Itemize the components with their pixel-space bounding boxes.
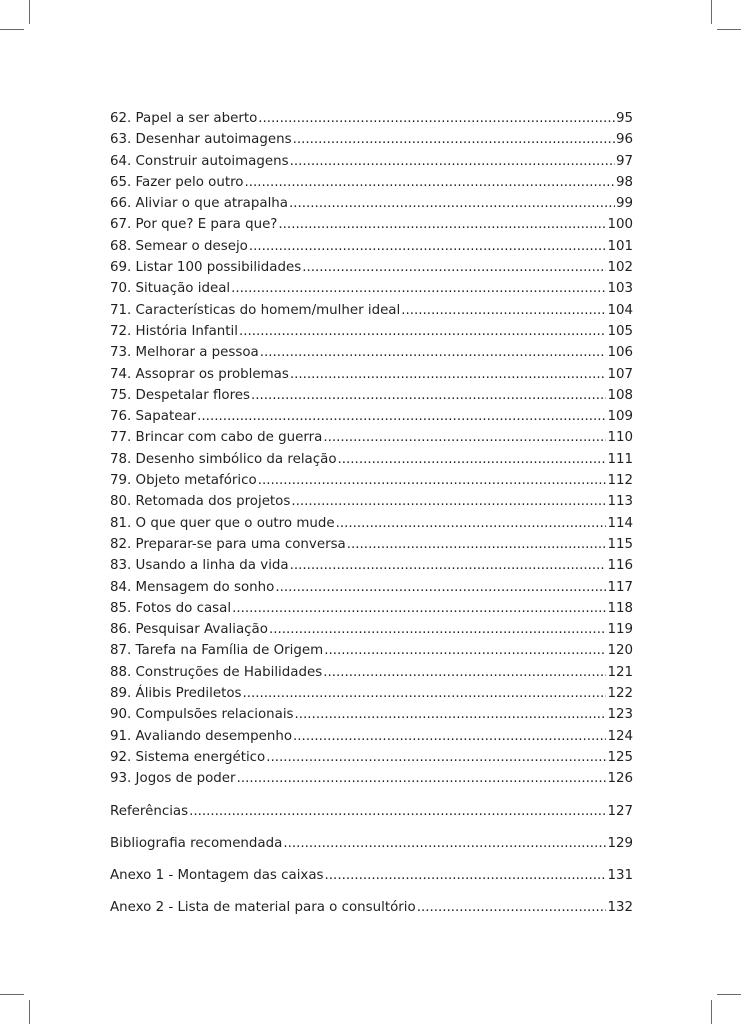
crop-mark <box>717 29 741 30</box>
toc-entry-page: 109 <box>607 409 633 425</box>
toc-entry-title: 93. Jogos de poder <box>110 771 236 787</box>
dot-leader <box>232 598 606 619</box>
dot-leader <box>347 534 607 555</box>
toc-entry-page: 107 <box>607 366 633 382</box>
dot-leader <box>401 300 606 321</box>
toc-entry-page: 123 <box>607 707 633 723</box>
toc-entry <box>110 865 633 886</box>
toc-entry-title: 71. Características do homem/mulher ideal <box>110 302 401 318</box>
toc-entry <box>110 704 633 725</box>
toc-entry <box>110 321 633 342</box>
dot-leader <box>324 640 606 661</box>
toc-entry-page: 102 <box>607 260 633 276</box>
dot-leader <box>289 193 615 214</box>
dot-leader <box>323 427 606 448</box>
toc-entry <box>110 385 633 406</box>
toc-entry <box>110 555 633 576</box>
toc-entry <box>110 151 633 172</box>
toc-entry-title: 90. Compulsões relacionais <box>110 707 294 723</box>
toc-entry-page: 121 <box>607 664 633 680</box>
toc-entry-title: 76. Sapatear <box>110 409 197 425</box>
toc-entry-title: 81. O que quer que o outro mude <box>110 515 335 531</box>
dot-leader <box>290 151 615 172</box>
toc-entry-page: 110 <box>607 430 633 446</box>
toc-entry-page: 114 <box>607 515 633 531</box>
toc-entry <box>110 683 633 704</box>
toc-entry-page: 120 <box>607 643 633 659</box>
toc-entry <box>110 662 633 683</box>
toc-entry-title: 69. Listar 100 possibilidades <box>110 260 302 276</box>
toc-entry <box>110 768 633 789</box>
crop-mark <box>711 1000 712 1024</box>
toc-entry-title: 91. Avaliando desempenho <box>110 728 293 744</box>
toc-entry <box>110 427 633 448</box>
toc-entry <box>110 833 633 854</box>
toc-entry-title: 85. Fotos do casal <box>110 600 232 616</box>
toc-entry-title: Bibliografia recomendada <box>110 835 283 851</box>
dot-leader <box>295 704 607 725</box>
dot-leader <box>275 577 606 598</box>
dot-leader <box>325 865 607 886</box>
toc-entry-page: 108 <box>607 387 633 403</box>
toc-entry-page: 129 <box>607 835 633 851</box>
toc-entry-title: 89. Álibis Prediletos <box>110 686 242 702</box>
toc-entry <box>110 300 633 321</box>
dot-leader <box>302 257 606 278</box>
toc-entry-title: 63. Desenhar autoimagens <box>110 132 292 148</box>
dot-leader <box>245 172 615 193</box>
toc-entry-title: Anexo 2 - Lista de material para o consultório <box>110 899 416 915</box>
toc-entry <box>110 726 633 747</box>
toc-entry-title: 62. Papel a ser aberto <box>110 111 258 126</box>
crop-mark <box>711 0 712 24</box>
toc-entry <box>110 577 633 598</box>
toc-entry-title: 65. Fazer pelo outro <box>110 174 244 190</box>
dot-leader <box>260 342 607 363</box>
toc-entry-title: 72. História Infantil <box>110 323 238 339</box>
toc-entry <box>110 257 633 278</box>
toc-entry-page: 115 <box>607 536 633 552</box>
dot-leader <box>231 278 606 299</box>
toc-entry-title: 83. Usando a linha da vida <box>110 558 289 574</box>
toc-entry-title: 86. Pesquisar Avaliação <box>110 622 268 638</box>
dot-leader <box>237 768 607 789</box>
toc-entry-title: 80. Retomada dos projetos <box>110 494 291 510</box>
toc-entry-page: 131 <box>607 867 633 883</box>
toc-entry-title: 92. Sistema energético <box>110 749 266 765</box>
toc-entry-title: 73. Melhorar a pessoa <box>110 345 259 361</box>
toc-entry-title: 64. Construir autoimagens <box>110 153 289 169</box>
dot-leader <box>189 801 606 822</box>
dot-leader <box>290 555 607 576</box>
toc-entry-title: 70. Situação ideal <box>110 281 231 297</box>
toc-entry-title: 67. Por que? E para que? <box>110 217 278 233</box>
toc-entry-page: 113 <box>607 494 633 510</box>
toc-entry <box>110 491 633 512</box>
toc-entry-page: 111 <box>607 451 633 467</box>
toc-entry <box>110 619 633 640</box>
toc-entry <box>110 214 633 235</box>
toc-entry-page: 112 <box>607 473 633 489</box>
dot-leader <box>336 513 607 534</box>
toc-entry-page: 126 <box>607 771 633 787</box>
dot-leader <box>323 662 606 683</box>
toc-entry-title: 84. Mensagem do sonho <box>110 579 275 595</box>
dot-leader <box>291 491 606 512</box>
toc-entry-page: 98 <box>615 174 633 190</box>
toc-entry <box>110 236 633 257</box>
toc-entry-page: 100 <box>607 217 633 233</box>
toc-entry <box>110 278 633 299</box>
dot-leader <box>243 683 607 704</box>
toc-entry <box>110 534 633 555</box>
dot-leader <box>293 129 615 150</box>
toc-entry-page: 95 <box>615 111 633 126</box>
dot-leader <box>293 726 606 747</box>
toc-entry <box>110 193 633 214</box>
toc-entry-title: 75. Despetalar flores <box>110 387 251 403</box>
toc-entry-page: 117 <box>607 579 633 595</box>
toc-entry-title: 78. Desenho simbólico da relação <box>110 451 337 467</box>
toc-entry-page: 116 <box>607 558 633 574</box>
toc-entry <box>110 747 633 768</box>
toc-entry-page: 124 <box>607 728 633 744</box>
dot-leader <box>258 470 607 491</box>
toc-entry <box>110 406 633 427</box>
toc-entry-page: 106 <box>607 345 633 361</box>
toc-entry-page: 97 <box>615 153 633 169</box>
toc-entry <box>110 598 633 619</box>
dot-leader <box>197 406 606 427</box>
crop-mark <box>717 994 741 995</box>
dot-leader <box>269 619 607 640</box>
toc-entry <box>110 513 633 534</box>
toc-entry-page: 105 <box>607 323 633 339</box>
toc-entry-page: 127 <box>607 803 633 819</box>
dot-leader <box>249 236 607 257</box>
dot-leader <box>266 747 606 768</box>
dot-leader <box>338 449 607 470</box>
toc-entry-page: 101 <box>607 238 633 254</box>
dot-leader <box>258 108 615 129</box>
toc-sections <box>110 801 633 918</box>
toc-entry <box>110 342 633 363</box>
toc-entry-title: Anexo 1 - Montagem das caixas <box>110 867 324 883</box>
toc-entry <box>110 897 633 918</box>
dot-leader <box>239 321 606 342</box>
toc-entry <box>110 449 633 470</box>
toc-entry <box>110 801 633 822</box>
toc-entry <box>110 640 633 661</box>
toc-entry-page: 104 <box>607 302 633 318</box>
toc-entry <box>110 108 633 129</box>
toc-entry-page: 103 <box>607 281 633 297</box>
crop-mark <box>29 1000 30 1024</box>
toc-entry-page: 99 <box>615 196 633 212</box>
toc-entry-title: 82. Preparar-se para uma conversa <box>110 536 346 552</box>
table-of-contents <box>110 108 633 918</box>
toc-entry-page: 122 <box>607 686 633 702</box>
toc-entry-title: 87. Tarefa na Família de Origem <box>110 643 324 659</box>
toc-entry <box>110 470 633 491</box>
toc-entry-title: 88. Construções de Habilidades <box>110 664 323 680</box>
toc-entry-page: 119 <box>607 622 633 638</box>
dot-leader <box>283 833 606 854</box>
dot-leader <box>290 364 607 385</box>
toc-entries <box>110 108 633 790</box>
toc-entry-title: 68. Semear o desejo <box>110 238 248 254</box>
toc-entry-title: 66. Aliviar o que atrapalha <box>110 196 288 212</box>
dot-leader <box>278 214 606 235</box>
toc-entry-page: 132 <box>607 899 633 915</box>
toc-entry-page: 125 <box>607 749 633 765</box>
toc-entry-title: 74. Assoprar os problemas <box>110 366 289 382</box>
crop-mark <box>29 0 30 24</box>
toc-entry-title: 77. Brincar com cabo de guerra <box>110 430 323 446</box>
toc-entry-page: 118 <box>607 600 633 616</box>
toc-entry-title: Referências <box>110 803 189 819</box>
toc-entry <box>110 172 633 193</box>
crop-mark <box>0 29 24 30</box>
toc-entry <box>110 129 633 150</box>
toc-entry-title: 79. Objeto metafórico <box>110 473 257 489</box>
toc-entry-page: 96 <box>615 132 633 148</box>
toc-entry <box>110 364 633 385</box>
crop-mark <box>0 994 24 995</box>
dot-leader <box>417 897 607 918</box>
dot-leader <box>251 385 606 406</box>
